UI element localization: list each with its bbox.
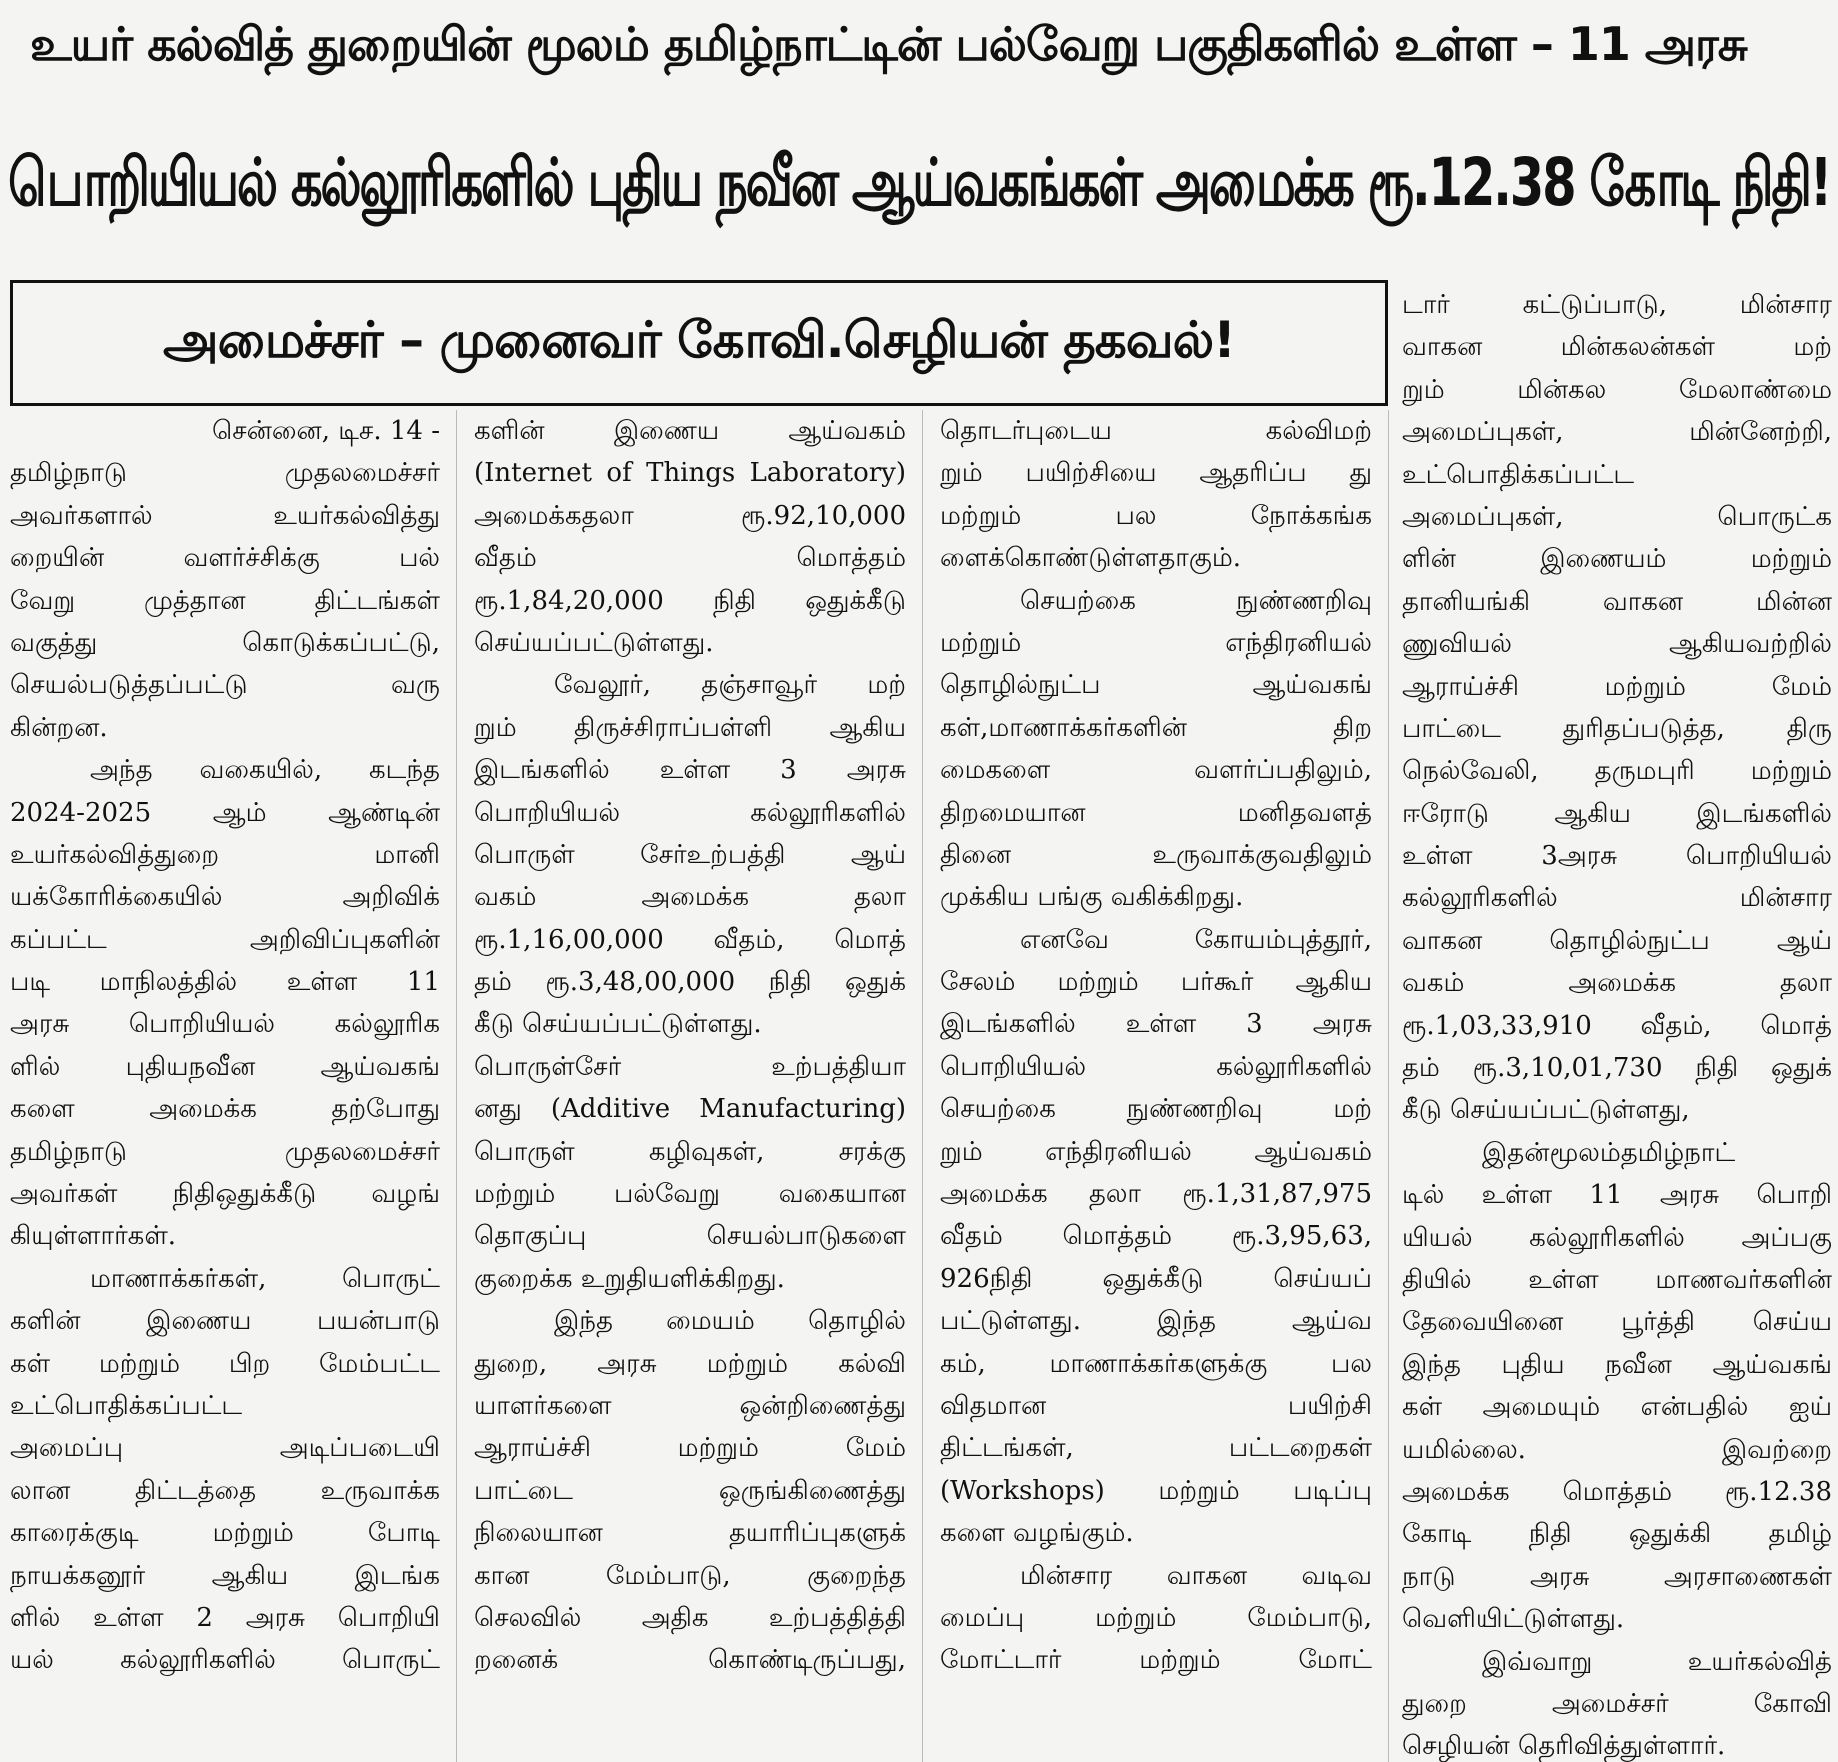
article-text-line: லான திட்டத்தை உருவாக்க: [10, 1475, 440, 1506]
article-text-line: கம், மாணாக்கர்களுக்கு பல: [940, 1348, 1372, 1379]
article-text-line: கள் அமையும் என்பதில் ஐய்: [1402, 1392, 1832, 1423]
article-text-line: குறைக்க உறுதியளிக்கிறது.: [474, 1263, 785, 1294]
article-text-line: விதமான பயிற்சி: [940, 1390, 1372, 1421]
article-text-line: னது (Additive Manufacturing): [474, 1094, 906, 1125]
article-text-line: அமைக்கதலா ரூ.92,10,000: [474, 500, 906, 531]
article-text-line: திறமையான மனிதவளத்: [940, 797, 1372, 828]
article-text-line: கோடி நிதி ஒதுக்கி தமிழ்: [1402, 1519, 1832, 1550]
article-text-line: தமிழ்நாடு முதலமைச்சர்: [10, 458, 440, 489]
article-text-line: கப்பட்ட அறிவிப்புகளின்: [10, 924, 440, 955]
article-text-line: அவர்களால் உயர்கல்வித்து: [10, 500, 440, 531]
article-text-line: பொறியியல் கல்லூரிகளில்: [940, 1051, 1372, 1082]
article-text-line: வெளியிட்டுள்ளது.: [1402, 1604, 1625, 1635]
article-text-line: (Workshops) மற்றும் படிப்பு: [940, 1475, 1372, 1506]
article-text-line: காரைக்குடி மற்றும் போடி: [10, 1518, 440, 1549]
article-text-line: மைப்பு மற்றும் மேம்பாடு,: [940, 1602, 1372, 1633]
article-text-line: ரூ.1,16,00,000 வீதம், மொத்: [474, 924, 906, 955]
article-text-line: கள்,மாணாக்கர்களின் திற: [940, 712, 1372, 743]
article-text-line: உள்ள 3அரசு பொறியியல்: [1402, 841, 1832, 872]
article-text-line: யல் கல்லூரிகளில் பொருட்: [10, 1645, 440, 1676]
article-text-line: நாடு அரசு அரசாணைகள்: [1402, 1561, 1832, 1592]
article-text-line: றும் மின்கல மேலாண்மை: [1402, 374, 1832, 405]
article-column-4: [1402, 284, 1832, 1762]
article-text-line: கல்லூரிகளில் மின்சார: [1402, 883, 1832, 914]
article-text-line: பட்டுள்ளது. இந்த ஆய்வ: [940, 1306, 1372, 1337]
article-text-line: பொருள் கழிவுகள், சரக்கு: [474, 1136, 906, 1167]
article-text-line: ரூ.1,03,33,910 வீதம், மொத்: [1402, 1010, 1832, 1041]
article-text-line: நெல்வேலி, தருமபுரி மற்றும்: [1402, 756, 1832, 787]
article-text-line: அந்த வகையில், கடந்த: [90, 755, 440, 786]
article-text-line: இடங்களில் உள்ள 3 அரசு: [474, 755, 906, 786]
article-text-line: வகம் அமைக்க தலா: [1402, 968, 1832, 999]
article-text-line: யியல் கல்லூரிகளில் அப்பகு: [1402, 1222, 1832, 1253]
article-text-line: செய்யப்பட்டுள்ளது.: [474, 627, 714, 658]
article-text-line: ளின் இணையம் மற்றும்: [1402, 544, 1832, 575]
article-text-line: ளில் உள்ள 2 அரசு பொறியி: [10, 1602, 440, 1633]
article-text-line: வேலூர், தஞ்சாவூர் மற்: [554, 670, 906, 701]
article-text-line: டில் உள்ள 11 அரசு பொறி: [1402, 1180, 1832, 1211]
article-text-line: பொருள்சேர் உற்பத்தியா: [474, 1051, 906, 1082]
article-text-line: களை அமைக்க தற்போது: [10, 1094, 440, 1125]
article-text-line: யாளர்களை ஒன்றிணைத்து: [474, 1390, 906, 1421]
article-text-line: ளைக்கொண்டுள்ளதாகும்.: [940, 543, 1242, 574]
article-text-line: கான மேம்பாடு, குறைந்த: [474, 1560, 906, 1591]
article-text-line: அவர்கள் நிதிஒதுக்கீடு வழங்: [10, 1179, 440, 1210]
article-text-line: தொடர்புடைய கல்விமற்: [940, 416, 1372, 446]
article-text-line: வீதம் மொத்தம்: [474, 543, 906, 574]
column-divider: [922, 410, 923, 1762]
article-text-line: தேவையினை பூர்த்தி செய்ய: [1402, 1307, 1832, 1338]
article-text-line: துறை, அரசு மற்றும் கல்வி: [474, 1348, 906, 1379]
article-text-line: 2024-2025 ஆம் ஆண்டின்: [10, 797, 440, 828]
article-text-line: மோட்டார் மற்றும் மோட்: [940, 1645, 1372, 1676]
article-text-line: செலவில் அதிக உற்பத்தித்தி: [474, 1602, 906, 1633]
article-text-line: இதன்மூலம்தமிழ்நாட்: [1482, 1137, 1736, 1168]
article-text-line: அமைக்க மொத்தம் ரூ.12.38: [1402, 1476, 1832, 1507]
article-text-line: மாணாக்கர்கள், பொருட்: [90, 1263, 440, 1294]
article-text-line: ளில் புதியநவீன ஆய்வகங்: [10, 1051, 440, 1082]
article-text-line: ணுவியல் ஆகியவற்றில்: [1402, 629, 1832, 660]
article-text-line: வீதம் மொத்தம் ரூ.3,95,63,: [940, 1221, 1372, 1252]
article-text-line: இவ்வாறு உயர்கல்வித்: [1482, 1646, 1832, 1677]
article-text-line: செயல்படுத்தப்பட்டு வரு: [10, 670, 440, 701]
article-text-line: தம் ரூ.3,10,01,730 நிதி ஒதுக்: [1402, 1053, 1832, 1084]
article-text-line: ஈரோடு ஆகிய இடங்களில்: [1402, 798, 1832, 829]
article-text-line: பாட்டை ஒருங்கிணைத்து: [474, 1475, 906, 1506]
article-text-line: டார் கட்டுப்பாடு, மின்சார: [1402, 290, 1832, 320]
main-headline: பொறியியல் கல்லூரிகளில் புதிய நவீன ஆய்வகங்கள் அமைக்க ரூ.12.38 கோடி நிதி!: [8, 144, 1831, 221]
article-text-line: நாயக்கனூர் ஆகிய இடங்க: [10, 1560, 440, 1591]
article-text-line: தினை உருவாக்குவதிலும்: [940, 839, 1372, 870]
article-text-line: 926நிதி ஒதுக்கீடு செய்யப்: [940, 1263, 1372, 1294]
article-text-line: களின் இணைய பயன்பாடு: [10, 1306, 440, 1337]
article-text-line: பொறியியல் கல்லூரிகளில்: [474, 797, 906, 828]
article-text-line: ஆராய்ச்சி மற்றும் மேம்: [1402, 671, 1832, 702]
kicker-headline: உயர் கல்வித் துறையின் மூலம் தமிழ்நாட்டின் பல்வேறு பகுதிகளில் உள்ள – 11 அரசு: [30, 17, 1747, 71]
article-text-line: வாகன மின்கலன்கள் மற்: [1402, 332, 1832, 363]
article-text-line: உட்பொதிக்கப்பட்ட: [10, 1390, 243, 1421]
article-text-line: வாகன தொழில்நுட்ப ஆய்: [1402, 925, 1832, 956]
column-divider: [456, 410, 457, 1762]
article-text-line: தொகுப்பு செயல்பாடுகளை: [474, 1221, 906, 1252]
article-text-line: செழியன் தெரிவித்துள்ளார்.: [1402, 1731, 1726, 1762]
article-text-line: தொழில்நுட்ப ஆய்வகங்: [940, 670, 1372, 701]
article-text-line: களை வழங்கும்.: [940, 1518, 1134, 1549]
article-text-line: துறை அமைச்சர் கோவி: [1402, 1688, 1832, 1719]
article-text-line: சேலம் மற்றும் பர்கூர் ஆகிய: [940, 967, 1372, 998]
article-text-line: உயர்கல்வித்துறை மானி: [10, 839, 440, 870]
article-text-line: மற்றும் எந்திரனியல்: [940, 627, 1372, 658]
article-column-1: [10, 410, 440, 1762]
article-column-2: [474, 410, 906, 1762]
article-text-line: அமைக்க தலா ரூ.1,31,87,975: [940, 1179, 1372, 1210]
article-text-line: யக்கோரிக்கையில் அறிவிக்: [10, 882, 440, 913]
article-text-line: பொருள் சேர்உற்பத்தி ஆய்: [474, 839, 906, 870]
article-text-line: அமைப்புகள், பொருட்க: [1402, 501, 1832, 532]
article-text-line: வகுத்து கொடுக்கப்பட்டு,: [10, 627, 440, 658]
article-text-line: கின்றன.: [10, 712, 108, 743]
article-text-line: றையின் வளர்ச்சிக்கு பல்: [10, 543, 440, 574]
article-column-3: [940, 410, 1372, 1762]
article-text-line: கீடு செய்யப்பட்டுள்ளது,: [1402, 1095, 1690, 1126]
article-text-line: திட்டங்கள், பட்டறைகள்: [940, 1433, 1372, 1464]
article-text-line: வகம் அமைக்க தலா: [474, 882, 906, 913]
article-text-line: வேறு முத்தான திட்டங்கள்: [10, 585, 440, 616]
article-text-line: றனைக் கொண்டிருப்பது,: [474, 1645, 906, 1676]
column-divider: [1388, 410, 1389, 1762]
article-text-line: அரசு பொறியியல் கல்லூரிக: [10, 1009, 440, 1040]
article-text-line: தமிழ்நாடு முதலமைச்சர்: [10, 1136, 440, 1167]
article-text-line: இந்த மையம் தொழில்: [554, 1306, 906, 1337]
article-text-line: பாட்டை துரிதப்படுத்த, திரு: [1402, 713, 1832, 744]
article-text-line: எனவே கோயம்புத்தூர்,: [1020, 924, 1372, 955]
article-text-line: படி மாநிலத்தில் உள்ள 11: [10, 967, 440, 998]
article-text-line: தியில் உள்ள மாணவர்களின்: [1402, 1264, 1832, 1295]
article-text-line: றும் திருச்சிராப்பள்ளி ஆகிய: [474, 712, 906, 743]
article-text-line: மைகளை வளர்ப்பதிலும்,: [940, 755, 1372, 786]
article-text-line: முக்கிய பங்கு வகிக்கிறது.: [940, 882, 1244, 913]
article-text-line: சென்னை, டிச. 14 -: [212, 416, 440, 446]
article-text-line: கீடு செய்யப்பட்டுள்ளது.: [474, 1009, 762, 1040]
article-text-line: மற்றும் பல நோக்கங்க: [940, 500, 1372, 531]
article-text-line: அமைப்பு அடிப்படையி: [10, 1433, 440, 1464]
article-text-line: இடங்களில் உள்ள 3 அரசு: [940, 1009, 1372, 1040]
subheadline-box: [10, 280, 1388, 406]
article-text-line: இந்த புதிய நவீன ஆய்வகங்: [1402, 1349, 1832, 1380]
article-text-line: களின் இணைய ஆய்வகம்: [474, 416, 906, 446]
article-text-line: யமில்லை. இவற்றை: [1402, 1434, 1832, 1465]
article-text-line: ஆராய்ச்சி மற்றும் மேம்: [474, 1433, 906, 1464]
article-text-line: கள் மற்றும் பிற மேம்பட்ட: [10, 1348, 440, 1379]
article-text-line: தானியங்கி வாகன மின்ன: [1402, 586, 1832, 617]
article-text-line: அமைப்புகள், மின்னேற்றி,: [1402, 417, 1832, 448]
article-text-line: உட்பொதிக்கப்பட்ட: [1402, 459, 1635, 490]
article-text-line: நிலையான தயாரிப்புகளுக்: [474, 1518, 906, 1549]
article-text-line: செயற்கை நுண்ணறிவு: [1020, 585, 1372, 616]
article-text-line: மின்சார வாகன வடிவ: [1020, 1560, 1372, 1591]
article-text-line: (Internet of Things Laboratory): [474, 458, 906, 489]
article-text-line: மற்றும் பல்வேறு வகையான: [474, 1179, 906, 1210]
article-text-line: றும் எந்திரனியல் ஆய்வகம்: [940, 1136, 1372, 1167]
article-text-line: தம் ரூ.3,48,00,000 நிதி ஒதுக்: [474, 967, 906, 998]
article-text-line: றும் பயிற்சியை ஆதரிப்ப து: [940, 458, 1372, 489]
article-text-line: ரூ.1,84,20,000 நிதி ஒதுக்கீடு: [474, 585, 906, 616]
article-text-line: கியுள்ளார்கள்.: [10, 1221, 177, 1252]
subheadline: அமைச்சர் – முனைவர் கோவி.செழியன் தகவல்!: [163, 310, 1235, 369]
article-text-line: செயற்கை நுண்ணறிவு மற்: [940, 1094, 1372, 1125]
